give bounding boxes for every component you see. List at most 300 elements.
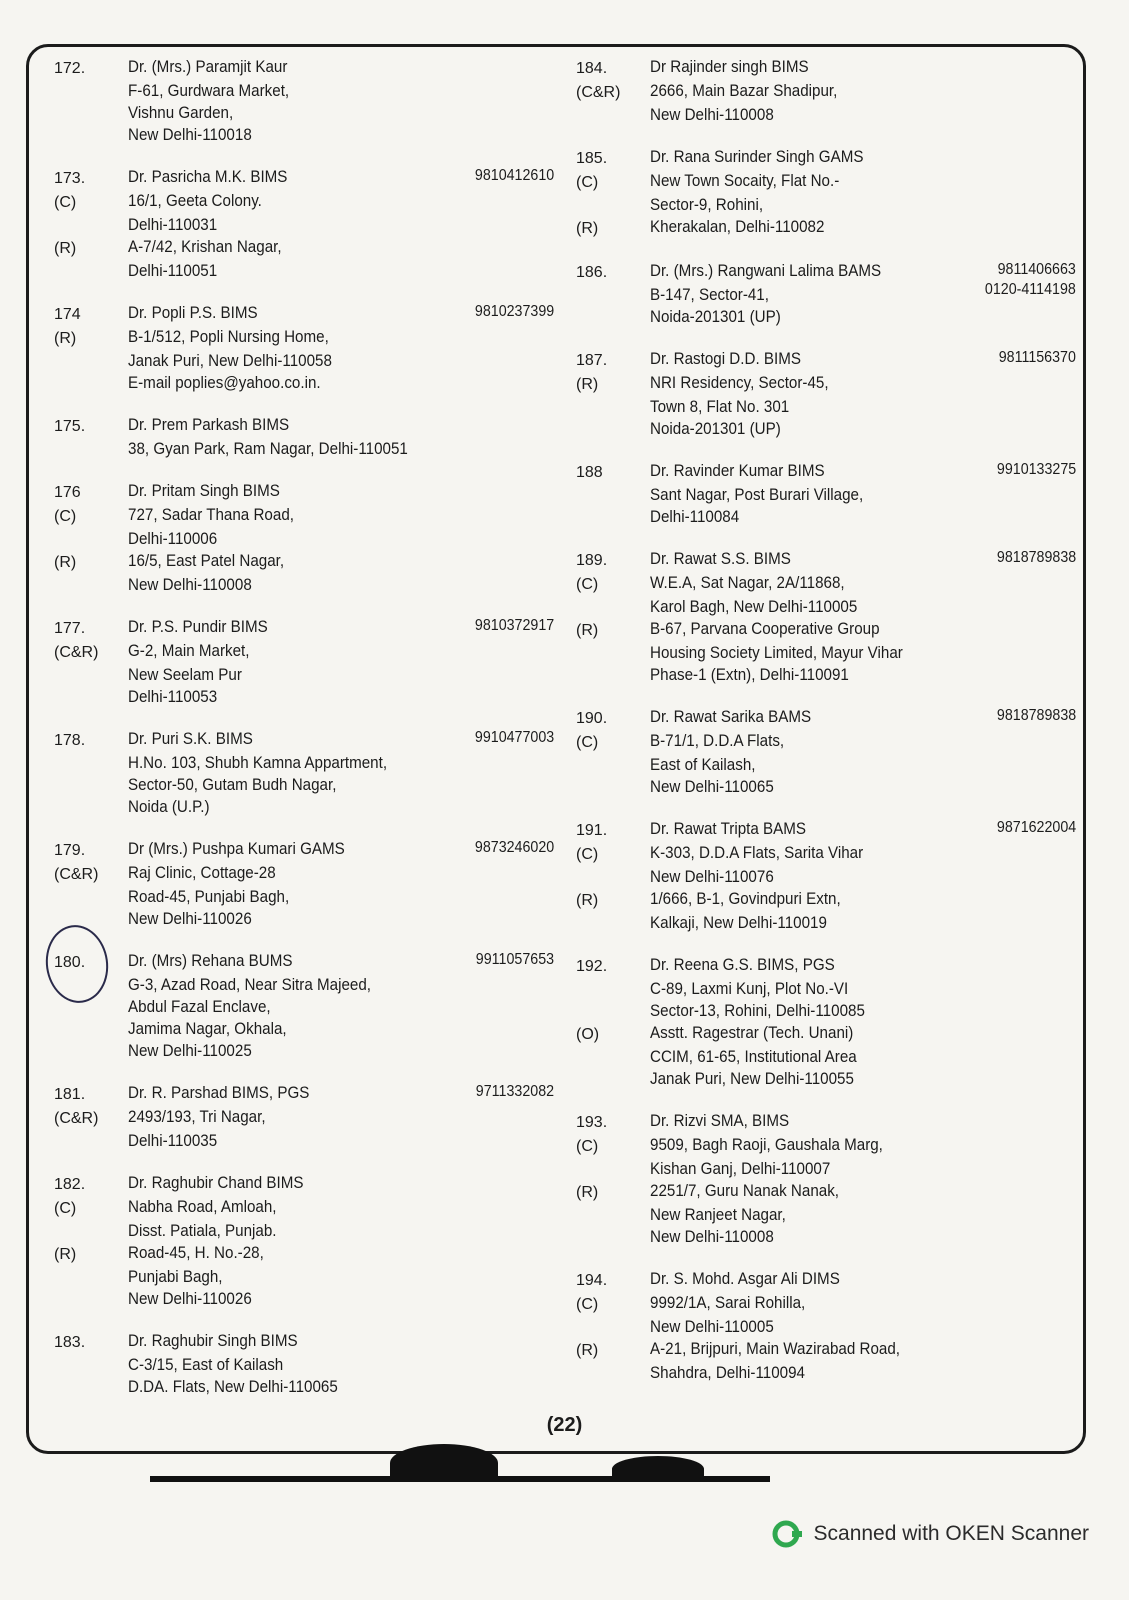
directory-entry <box>54 1330 554 1398</box>
directory-entry <box>54 480 554 596</box>
entry-number: 187. <box>576 352 608 369</box>
entry-line <box>576 1338 1076 1362</box>
entry-line <box>54 236 554 260</box>
doctor-name: Dr. Rizvi SMA, BIMS <box>650 1112 790 1130</box>
entry-line <box>576 754 1076 776</box>
address-line: 9509, Bagh Raoji, Gaushala Marg, <box>650 1136 883 1154</box>
entry-address-type <box>576 194 650 196</box>
phone-number: 9810237399 <box>474 303 554 320</box>
entry-line <box>576 396 1076 418</box>
entry-address-type: (C) <box>54 194 77 211</box>
entry-address-type <box>576 104 650 106</box>
entry-number: 179. <box>54 842 86 859</box>
phone-number: 0120-4114198 <box>985 281 1076 298</box>
address-line: Disst. Patiala, Punjab. <box>128 1222 277 1240</box>
address-line: New Delhi-110005 <box>650 1318 774 1336</box>
entry-line <box>54 550 554 574</box>
directory-entry <box>54 166 554 282</box>
entry-address-type <box>54 1130 128 1132</box>
entry-line <box>576 888 1076 912</box>
address-line: B-147, Sector-41, <box>650 286 769 304</box>
address-line: 727, Sadar Thana Road, <box>128 506 294 524</box>
address-line: Road-45, H. No.-28, <box>128 1244 264 1262</box>
entry-line <box>576 1134 1076 1158</box>
address-line: D.DA. Flats, New Delhi-110065 <box>128 1378 338 1396</box>
entry-address-type: (R) <box>576 622 599 639</box>
entry-address-type <box>54 1288 128 1290</box>
entry-address-type <box>54 664 128 666</box>
doctor-name: Dr. Pasricha M.K. BIMS <box>128 168 288 186</box>
address-line: Punjabi Bagh, <box>128 1268 223 1286</box>
directory-entry <box>54 56 554 146</box>
phone-numbers <box>999 348 1076 368</box>
doctor-name: Dr. Popli P.S. BIMS <box>128 304 258 322</box>
entry-line <box>54 414 554 438</box>
entry-line <box>576 618 1076 642</box>
scanner-text: Scanned with OKEN Scanner <box>813 1522 1089 1545</box>
address-line: Delhi-110051 <box>128 262 218 280</box>
entry-address-type <box>576 1362 650 1364</box>
directory-entry <box>576 56 1076 126</box>
entry-address-type: (C&R) <box>54 1110 99 1127</box>
doctor-name: Dr. (Mrs.) Rangwani Lalima BAMS <box>650 262 882 280</box>
directory-entry <box>576 460 1076 528</box>
address-line: B-71/1, D.D.A Flats, <box>650 732 785 750</box>
directory-entry <box>54 616 554 708</box>
address-line: Nabha Road, Amloah, <box>128 1198 277 1216</box>
address-line: 9992/1A, Sarai Rohilla, <box>650 1294 806 1312</box>
entry-line <box>54 480 554 504</box>
directory-entry <box>576 348 1076 440</box>
phone-number: 9810372917 <box>474 617 554 634</box>
address-line: Road-45, Punjabi Bagh, <box>128 888 290 906</box>
phone-numbers <box>997 706 1076 726</box>
entry-line <box>576 1000 1076 1022</box>
entry-address-type <box>54 908 128 910</box>
entry-address-type: (R) <box>576 892 599 909</box>
directory-entry <box>576 954 1076 1090</box>
address-line: Janak Puri, New Delhi-110055 <box>650 1070 854 1088</box>
phone-numbers <box>475 166 554 186</box>
address-line: 1/666, B-1, Govindpuri Extn, <box>650 890 841 908</box>
directory-entry <box>54 302 554 394</box>
entry-line <box>576 1110 1076 1134</box>
entry-line <box>576 372 1076 396</box>
address-line: Delhi-110006 <box>128 530 218 548</box>
entry-line <box>54 1106 554 1130</box>
address-line: 16/5, East Patel Nagar, <box>128 552 285 570</box>
address-line: 2251/7, Guru Nanak Nanak, <box>650 1182 840 1200</box>
entry-line <box>54 796 554 818</box>
entry-line <box>54 102 554 124</box>
entry-address-type: (O) <box>576 1026 600 1043</box>
entry-address-type: (C) <box>576 734 599 751</box>
entry-line <box>576 664 1076 686</box>
phone-number: 9871622004 <box>996 819 1076 836</box>
phone-number: 9811406663 <box>997 261 1076 278</box>
entry-address-type <box>54 260 128 262</box>
left-column <box>54 56 554 1418</box>
entry-address-type <box>54 372 128 374</box>
entry-address-type <box>54 574 128 576</box>
address-line: Delhi-110035 <box>128 1132 218 1150</box>
address-line: Vishnu Garden, <box>128 104 234 122</box>
entry-number: 185. <box>576 150 608 167</box>
entry-address-type: (C) <box>576 1296 599 1313</box>
address-line: H.No. 103, Shubh Kamna Appartment, <box>128 754 388 772</box>
address-line: C-3/15, East of Kailash <box>128 1356 284 1374</box>
entry-line <box>54 350 554 372</box>
phone-numbers <box>475 302 554 322</box>
phone-number: 9810412610 <box>474 167 554 184</box>
phone-numbers <box>997 548 1076 568</box>
entry-line <box>54 56 554 80</box>
entry-address-type <box>576 1158 650 1160</box>
phone-number: 9873246020 <box>474 839 554 856</box>
entry-number: 190. <box>576 710 608 727</box>
directory-entry <box>576 260 1076 328</box>
entry-line <box>54 1196 554 1220</box>
entry-address-type <box>54 686 128 688</box>
entry-line <box>576 1022 1076 1046</box>
address-line: A-21, Brijpuri, Main Wazirabad Road, <box>650 1340 901 1358</box>
address-line: New Delhi-110076 <box>650 868 774 886</box>
entry-line <box>576 1292 1076 1316</box>
doctor-name: Dr. Rastogi D.D. BIMS <box>650 350 801 368</box>
entry-line <box>54 640 554 664</box>
scanner-watermark <box>772 1518 1089 1550</box>
entry-address-type <box>576 284 650 286</box>
address-line: Delhi-110084 <box>650 508 740 526</box>
phone-number: 9711332082 <box>475 1083 554 1100</box>
entry-line <box>576 1068 1076 1090</box>
doctor-name: Dr. Rawat S.S. BIMS <box>650 550 791 568</box>
entry-address-type: (R) <box>576 220 599 237</box>
doctor-name: Dr. P.S. Pundir BIMS <box>128 618 268 636</box>
entry-address-type <box>576 1046 650 1048</box>
oken-logo-icon <box>772 1518 804 1550</box>
entry-line <box>576 484 1076 506</box>
directory-entry <box>576 1110 1076 1248</box>
entry-line <box>54 862 554 886</box>
entry-line <box>576 170 1076 194</box>
entry-line <box>576 1362 1076 1384</box>
address-line: New Delhi-110026 <box>128 1290 252 1308</box>
doctor-name: Dr. Ravinder Kumar BIMS <box>650 462 825 480</box>
entry-address-type <box>54 438 128 440</box>
entry-address-type: (R) <box>54 240 77 257</box>
address-line: Delhi-110031 <box>128 216 218 234</box>
entry-address-type <box>54 886 128 888</box>
entry-address-type: (R) <box>576 1184 599 1201</box>
phone-numbers <box>475 728 554 748</box>
entry-number: 178. <box>54 732 86 749</box>
address-line: Janak Puri, New Delhi-110058 <box>128 352 332 370</box>
directory-entry <box>576 146 1076 240</box>
entry-line <box>54 574 554 596</box>
entry-line <box>54 504 554 528</box>
address-line: NRI Residency, Sector-45, <box>650 374 829 392</box>
entry-line <box>54 438 554 460</box>
address-line: B-67, Parvana Cooperative Group <box>650 620 880 638</box>
entry-number: 176 <box>54 484 81 501</box>
entry-number: 192. <box>576 958 608 975</box>
entry-line <box>54 1130 554 1152</box>
address-line: Sector-50, Gutam Budh Nagar, <box>128 776 337 794</box>
address-line: New Delhi-110008 <box>650 106 774 124</box>
entry-number: 173. <box>54 170 86 187</box>
entry-line <box>54 528 554 550</box>
doctor-name: Dr. Rawat Tripta BAMS <box>650 820 807 838</box>
entry-line <box>54 886 554 908</box>
doctor-name: Dr. Prem Parkash BIMS <box>128 416 290 434</box>
entry-address-type <box>54 1018 128 1020</box>
entry-address-type: (C) <box>576 1138 599 1155</box>
entry-line <box>576 194 1076 216</box>
entry-line <box>576 1046 1076 1068</box>
entry-address-type <box>54 350 128 352</box>
entry-line <box>54 908 554 930</box>
address-line: New Delhi-110008 <box>650 1228 774 1246</box>
entry-line <box>576 1158 1076 1180</box>
entry-address-type: (R) <box>576 376 599 393</box>
entry-line <box>54 1242 554 1266</box>
address-line: Raj Clinic, Cottage-28 <box>128 864 276 882</box>
address-line: Noida-201301 (UP) <box>650 308 781 326</box>
address-line: Karol Bagh, New Delhi-110005 <box>650 598 858 616</box>
binding-edge <box>150 1476 770 1482</box>
address-line: New Delhi-110008 <box>128 576 252 594</box>
address-line: W.E.A, Sat Nagar, 2A/11868, <box>650 574 845 592</box>
doctor-name: Dr. Reena G.S. BIMS, PGS <box>650 956 835 974</box>
entry-line <box>54 974 554 996</box>
address-line: A-7/42, Krishan Nagar, <box>128 238 282 256</box>
entry-line <box>576 56 1076 80</box>
entry-address-type <box>54 1354 128 1356</box>
entry-line <box>54 260 554 282</box>
entry-address-type <box>576 1000 650 1002</box>
entry-address-type <box>576 776 650 778</box>
entry-address-type: (R) <box>54 1246 77 1263</box>
entry-line <box>54 686 554 708</box>
address-line: 2493/193, Tri Nagar, <box>128 1108 266 1126</box>
entry-line <box>576 306 1076 328</box>
entry-line <box>576 506 1076 528</box>
address-line: Housing Society Limited, Mayur Vihar <box>650 644 903 662</box>
entry-address-type <box>54 1040 128 1042</box>
entry-address-type <box>576 912 650 914</box>
page-number: (22) <box>546 1414 583 1436</box>
doctor-name: Dr Rajinder singh BIMS <box>650 58 809 76</box>
entry-address-type <box>576 396 650 398</box>
directory-entry <box>54 950 554 1062</box>
entry-line <box>54 1172 554 1196</box>
directory-entry <box>576 1268 1076 1384</box>
entry-line <box>54 1220 554 1242</box>
address-line: Shahdra, Delhi-110094 <box>650 1364 806 1382</box>
address-line: B-1/512, Popli Nursing Home, <box>128 328 329 346</box>
entry-line <box>54 664 554 686</box>
phone-number: 9911057653 <box>475 951 554 968</box>
directory-entry <box>54 728 554 818</box>
address-line: 38, Gyan Park, Ram Nagar, Delhi-110051 <box>128 440 408 458</box>
entry-line <box>54 1330 554 1354</box>
entry-line <box>54 1040 554 1062</box>
address-line: 16/1, Geeta Colony. <box>128 192 262 210</box>
entry-number: 191. <box>576 822 608 839</box>
entry-address-type <box>54 796 128 798</box>
entry-line <box>576 80 1076 104</box>
entry-line <box>576 978 1076 1000</box>
entry-address-type <box>54 774 128 776</box>
doctor-name: Dr. S. Mohd. Asgar Ali DIMS <box>650 1270 840 1288</box>
phone-numbers <box>476 1082 554 1102</box>
address-line: New Ranjeet Nagar, <box>650 1206 786 1224</box>
entry-address-type <box>576 1204 650 1206</box>
entry-line <box>576 912 1076 934</box>
entry-address-type <box>54 124 128 126</box>
phone-numbers <box>997 460 1076 480</box>
entry-line <box>54 1018 554 1040</box>
phone-numbers <box>475 616 554 636</box>
doctor-name: Dr. (Mrs) Rehana BUMS <box>128 952 293 970</box>
entry-number: 177. <box>54 620 86 637</box>
address-line: C-89, Laxmi Kunj, Plot No.-VI <box>650 980 849 998</box>
entry-address-type <box>54 80 128 82</box>
entry-address-type: (C&R) <box>576 84 621 101</box>
entry-number: 186. <box>576 264 608 281</box>
entry-address-type: (C) <box>54 508 77 525</box>
phone-number: 9910477003 <box>474 729 554 746</box>
entry-address-type <box>576 506 650 508</box>
entry-address-type: (C&R) <box>54 644 99 661</box>
entry-address-type <box>576 484 650 486</box>
entry-line <box>54 1288 554 1310</box>
address-line: Kherakalan, Delhi-110082 <box>650 218 825 236</box>
doctor-name: Dr. (Mrs.) Paramjit Kaur <box>128 58 288 76</box>
entry-address-type <box>54 752 128 754</box>
entry-address-type <box>54 1266 128 1268</box>
entry-address-type <box>54 1220 128 1222</box>
entry-address-type: (C) <box>576 846 599 863</box>
entry-number: 172. <box>54 60 86 77</box>
entry-line <box>576 418 1076 440</box>
entry-number: 183. <box>54 1334 86 1351</box>
phone-number: 9910133275 <box>996 461 1076 478</box>
entry-line <box>54 774 554 796</box>
entry-line <box>54 996 554 1018</box>
entry-number: 184. <box>576 60 608 77</box>
address-line: E-mail poplies@yahoo.co.in. <box>128 374 321 392</box>
address-line: F-61, Gurdwara Market, <box>128 82 290 100</box>
phone-numbers <box>985 260 1076 300</box>
entry-line <box>576 730 1076 754</box>
address-line: Kishan Ganj, Delhi-110007 <box>650 1160 831 1178</box>
entry-address-type: (R) <box>54 330 77 347</box>
entry-address-type <box>54 1376 128 1378</box>
entry-line <box>576 776 1076 798</box>
entry-number: 174 <box>54 306 81 323</box>
entry-line <box>54 214 554 236</box>
address-line: Delhi-110053 <box>128 688 218 706</box>
entry-line <box>54 124 554 146</box>
entry-address-type <box>576 306 650 308</box>
doctor-name: Dr. Raghubir Chand BIMS <box>128 1174 304 1192</box>
doctor-name: Dr. R. Parshad BIMS, PGS <box>128 1084 310 1102</box>
entry-address-type: (C&R) <box>54 866 99 883</box>
entry-address-type <box>576 1068 650 1070</box>
entry-number: 189. <box>576 552 608 569</box>
entry-address-type <box>54 214 128 216</box>
doctor-name: Dr (Mrs.) Pushpa Kumari GAMS <box>128 840 345 858</box>
entry-number: 175. <box>54 418 86 435</box>
address-line: CCIM, 61-65, Institutional Area <box>650 1048 857 1066</box>
entry-line <box>576 866 1076 888</box>
directory-entry <box>576 818 1076 934</box>
entry-line <box>576 1180 1076 1204</box>
address-line: K-303, D.D.A Flats, Sarita Vihar <box>650 844 864 862</box>
entry-line <box>576 1204 1076 1226</box>
directory-entry <box>54 414 554 460</box>
address-line: Abdul Fazal Enclave, <box>128 998 271 1016</box>
address-line: Town 8, Flat No. 301 <box>650 398 790 416</box>
entry-address-type: (R) <box>54 554 77 571</box>
entry-address-type <box>576 754 650 756</box>
address-line: New Delhi-110025 <box>128 1042 252 1060</box>
entry-line <box>576 1268 1076 1292</box>
entry-line <box>576 1316 1076 1338</box>
entry-address-type <box>54 528 128 530</box>
entry-address-type <box>576 418 650 420</box>
address-line: New Delhi-110065 <box>650 778 774 796</box>
entry-line <box>576 104 1076 126</box>
entry-address-type <box>576 1316 650 1318</box>
address-line: New Delhi-110018 <box>128 126 252 144</box>
address-line: New Seelam Pur <box>128 666 242 684</box>
phone-numbers <box>997 818 1076 838</box>
address-line: New Delhi-110026 <box>128 910 252 928</box>
entry-number: 193. <box>576 1114 608 1131</box>
phone-numbers <box>476 950 554 970</box>
entry-line <box>54 326 554 350</box>
doctor-name: Dr. Puri S.K. BIMS <box>128 730 253 748</box>
entry-line <box>54 1376 554 1398</box>
address-line: Sant Nagar, Post Burari Village, <box>650 486 864 504</box>
address-line: G-2, Main Market, <box>128 642 250 660</box>
directory-entry <box>576 548 1076 686</box>
entry-line <box>576 596 1076 618</box>
address-line: Noida (U.P.) <box>128 798 210 816</box>
entry-line <box>576 216 1076 240</box>
doctor-name: Dr. Raghubir Singh BIMS <box>128 1332 298 1350</box>
address-line: Sector-13, Rohini, Delhi-110085 <box>650 1002 865 1020</box>
doctor-name: Dr. Pritam Singh BIMS <box>128 482 280 500</box>
entry-number: 182. <box>54 1176 86 1193</box>
entry-address-type <box>576 866 650 868</box>
entry-line <box>576 146 1076 170</box>
phone-number: 9818789838 <box>996 549 1076 566</box>
entry-address-type: (R) <box>576 1342 599 1359</box>
entry-line <box>576 572 1076 596</box>
entry-line <box>54 372 554 394</box>
entry-line <box>576 842 1076 866</box>
entry-line <box>576 954 1076 978</box>
phone-numbers <box>475 838 554 858</box>
right-column <box>576 56 1076 1404</box>
address-line: New Town Socaity, Flat No.- <box>650 172 840 190</box>
directory-entry <box>54 1082 554 1152</box>
address-line: Asstt. Ragestrar (Tech. Unani) <box>650 1024 854 1042</box>
